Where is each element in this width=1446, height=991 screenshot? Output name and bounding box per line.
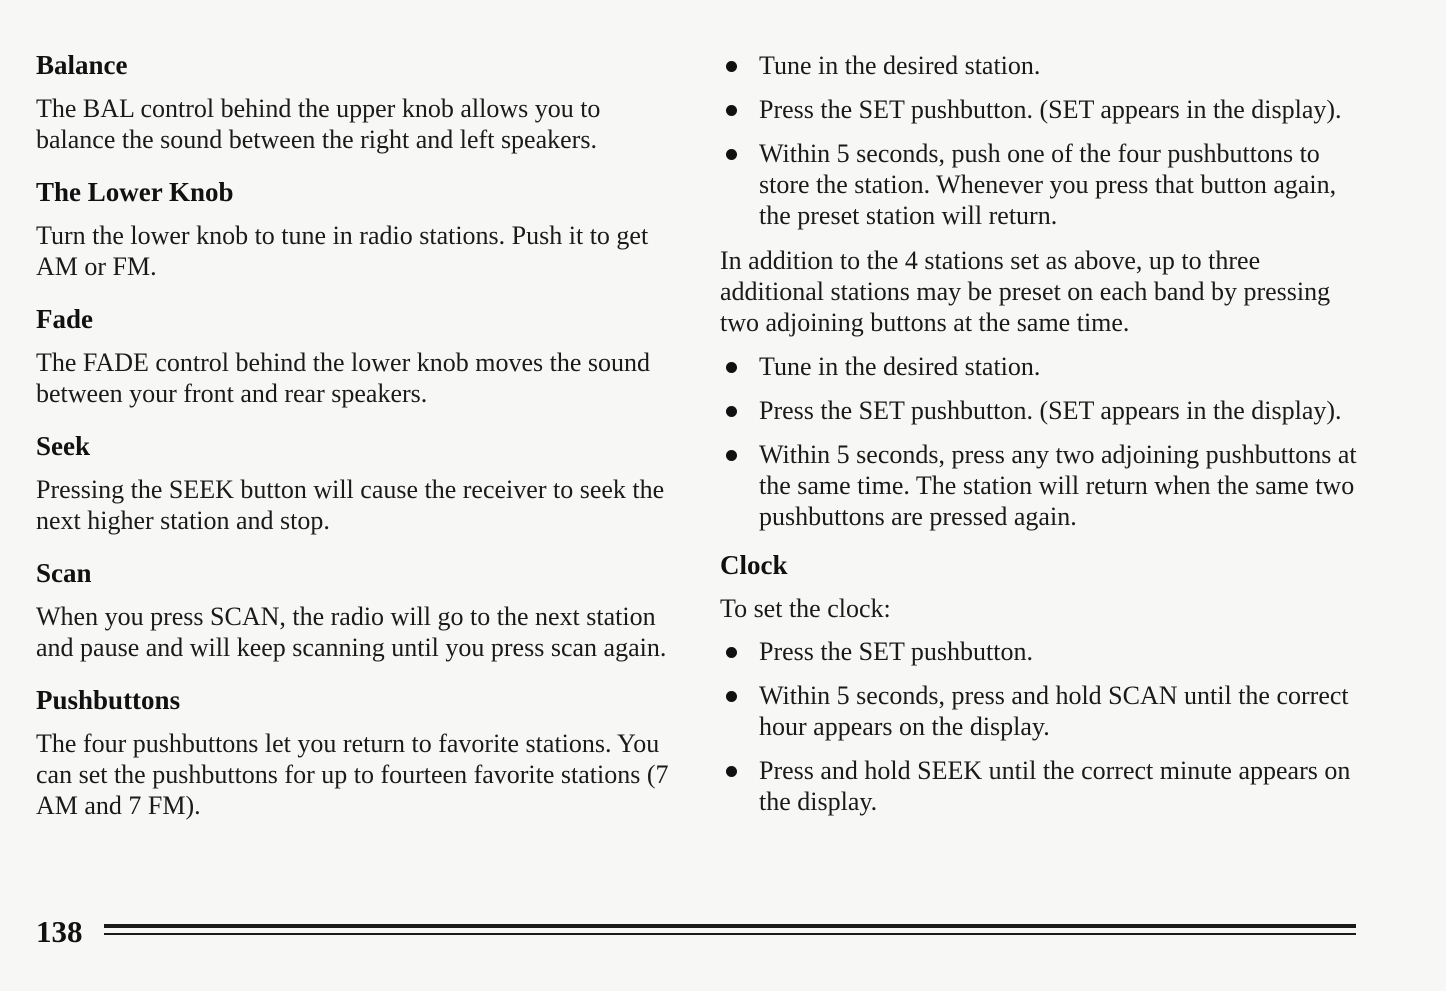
right-column (720, 50, 1360, 831)
section-seek (36, 431, 681, 536)
section-title: Fade (36, 304, 93, 334)
section-scan (36, 558, 681, 663)
list-item (720, 439, 1360, 532)
clock-steps-list (720, 636, 1360, 817)
list-item-text: Within 5 seconds, push one of the four pushbuttons to store the station. Whenever you press that button again, the preset station will return. (759, 139, 1337, 230)
list-item-text: Press the SET pushbutton. (759, 637, 1033, 666)
bullet-icon (726, 105, 737, 116)
list-item (720, 680, 1360, 742)
section-title: Seek (36, 431, 90, 461)
section-title: Pushbuttons (36, 685, 181, 715)
section-title: Scan (36, 558, 92, 588)
section-title: The Lower Knob (36, 177, 234, 207)
clock-intro: To set the clock: (720, 594, 891, 623)
list-item (720, 50, 1360, 81)
footer-rule-thick (104, 924, 1356, 928)
bullet-icon (726, 766, 737, 777)
list-item-text: Press and hold SEEK until the correct minute appears on the display. (759, 756, 1351, 816)
bullet-icon (726, 450, 737, 461)
bullet-icon (726, 362, 737, 373)
bullet-icon (726, 149, 737, 160)
bullet-icon (726, 691, 737, 702)
bullet-icon (726, 647, 737, 658)
left-column (36, 50, 681, 843)
section-body: The FADE control behind the lower knob moves the sound between your front and rear speakers. (36, 348, 651, 408)
section-body: Pressing the SEEK button will cause the receiver to seek the next higher station and stop. (36, 475, 665, 535)
section-title-clock: Clock (720, 550, 788, 580)
list-item-text: Within 5 seconds, press any two adjoining pushbuttons at the same time. The station will return when the same two pushbuttons are pressed again. (759, 440, 1357, 531)
section-pushbuttons (36, 685, 681, 821)
list-item (720, 755, 1360, 817)
list-item (720, 351, 1360, 382)
section-title: Balance (36, 50, 128, 80)
section-body: Turn the lower knob to tune in radio stations. Push it to get AM or FM. (36, 221, 649, 281)
additional-steps-list (720, 351, 1360, 532)
list-item-text: Tune in the desired station. (759, 51, 1041, 80)
preset-steps-list (720, 50, 1360, 231)
list-item (720, 138, 1360, 231)
page-footer (36, 912, 1356, 952)
additional-stations-paragraph: In addition to the 4 stations set as above, up to three additional stations may be preset on each band by pressing two adjoining buttons at the same time. (720, 246, 1331, 337)
page-number: 138 (36, 914, 83, 949)
section-balance (36, 50, 681, 155)
section-lower-knob (36, 177, 681, 282)
list-item-text: Press the SET pushbutton. (SET appears in the display). (759, 396, 1342, 425)
bullet-icon (726, 406, 737, 417)
list-item (720, 94, 1360, 125)
section-body: The BAL control behind the upper knob allows you to balance the sound between the right and left speakers. (36, 94, 601, 154)
section-body: The four pushbuttons let you return to favorite stations. You can set the pushbuttons for up to fourteen favorite stations (7 AM and 7 FM). (36, 729, 669, 820)
list-item (720, 395, 1360, 426)
list-item-text: Tune in the desired station. (759, 352, 1041, 381)
section-body: When you press SCAN, the radio will go to the next station and pause and will keep scanning until you press scan again. (36, 602, 667, 662)
list-item-text: Press the SET pushbutton. (SET appears in the display). (759, 95, 1342, 124)
list-item (720, 636, 1360, 667)
bullet-icon (726, 61, 737, 72)
section-fade (36, 304, 681, 409)
footer-rule-thin (104, 933, 1356, 935)
list-item-text: Within 5 seconds, press and hold SCAN until the correct hour appears on the display. (759, 681, 1349, 741)
